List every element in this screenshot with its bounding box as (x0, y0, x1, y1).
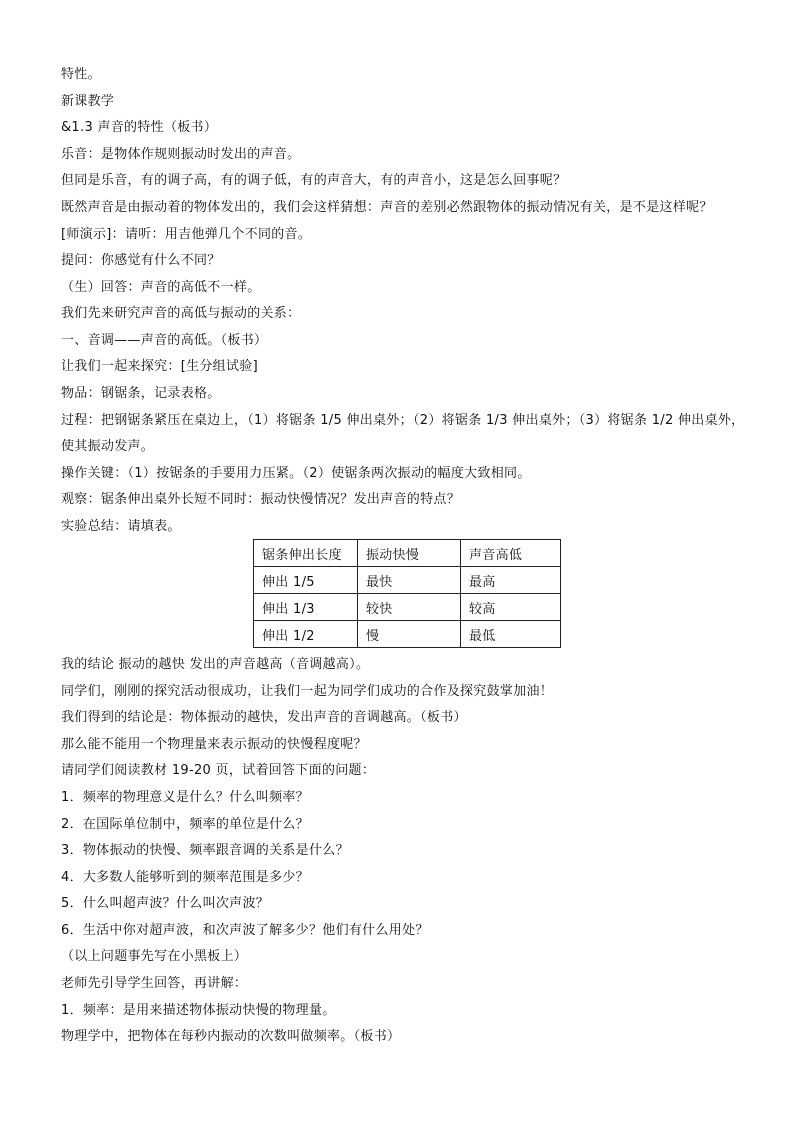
text-line: 同学们，刚刚的探究活动很成功，让我们一起为同学们成功的合作及探究鼓掌加油！ (61, 684, 554, 699)
table-cell: 慢 (358, 621, 461, 648)
text-line: 那么能不能用一个物理量来表示振动的快慢程度呢？ (61, 737, 367, 752)
text-line: 乐音：是物体作规则振动时发出的声音。 (61, 147, 301, 162)
text-line: 实验总结：请填表。 (61, 519, 181, 534)
table-cell: 伸出 1/5 (254, 567, 358, 594)
table-header-cell: 振动快慢 (358, 540, 461, 567)
text-line: 1．频率：是用来描述物体振动快慢的物理量。 (61, 1003, 336, 1018)
text-line: 操作关键：（1）按锯条的手要用力压紧。（2）使锯条两次振动的幅度大致相同。 (61, 466, 531, 481)
text-line: 过程：把钢锯条紧压在桌边上，（1）将锯条 1/5 伸出桌外；（2）将锯条 1/3 伸出桌外；（3）将锯条 1/2 伸出桌外， (61, 413, 745, 428)
text-line: [师演示]：请听：用吉他弹几个不同的音。 (61, 227, 312, 242)
table-cell: 伸出 1/2 (254, 621, 358, 648)
table-row (254, 621, 561, 648)
text-line: 我们得到的结论是：物体振动的越快，发出声音的音调越高。（板书） (61, 710, 467, 725)
text-line: 我们先来研究声音的高低与振动的关系： (61, 306, 301, 321)
table-cell: 伸出 1/3 (254, 594, 358, 621)
text-line: （以上问题事先写在小黑板上） (61, 949, 248, 964)
question-item: 5．什么叫超声波？什么叫次声波？ (61, 896, 270, 911)
question-item: 4．大多数人能够听到的频率范围是多少？ (61, 870, 309, 885)
text-line: 使其振动发声。 (61, 439, 155, 454)
table-header-row (254, 540, 561, 567)
table-header-cell: 锯条伸出长度 (254, 540, 358, 567)
table-cell: 最快 (358, 567, 461, 594)
text-line: 请同学们阅读教材 19-20 页，试着回答下面的问题： (61, 763, 376, 778)
table-cell: 最低 (461, 621, 561, 648)
text-line: 老师先引导学生回答，再讲解： (61, 976, 248, 991)
table-cell: 较快 (358, 594, 461, 621)
question-item: 3．物体振动的快慢、频率跟音调的关系是什么？ (61, 843, 349, 858)
text-line: 但同是乐音，有的调子高，有的调子低，有的声音大，有的声音小，这是怎么回事呢？ (61, 173, 567, 188)
table-row (254, 594, 561, 621)
section-heading: 新课教学 (61, 94, 115, 109)
results-table (253, 539, 561, 648)
text-line: 我的结论 振动的越快 发出的声音越高（音调越高）。 (61, 657, 370, 672)
table-header-cell: 声音高低 (461, 540, 561, 567)
text-line: 观察：锯条伸出桌外长短不同时：振动快慢情况？发出声音的特点？ (61, 492, 461, 507)
text-line: 让我们一起来探究：[生分组试验] (61, 359, 258, 374)
text-line: （生）回答：声音的高低不一样。 (61, 280, 261, 295)
question-item: 2．在国际单位制中，频率的单位是什么？ (61, 817, 309, 832)
text-line: 特性。 (61, 67, 101, 82)
table-cell: 较高 (461, 594, 561, 621)
question-item: 6．生活中你对超声波，和次声波了解多少？他们有什么用处？ (61, 923, 429, 938)
text-line: 提问：你感觉有什么不同？ (61, 253, 221, 268)
section-heading: &1.3 声音的特性（板书） (61, 120, 218, 135)
text-line: 既然声音是由振动着的物体发出的，我们会这样猜想：声音的差别必然跟物体的振动情况有关，是不是这样呢？ (61, 200, 713, 215)
text-line: 物品：钢锯条，记录表格。 (61, 386, 221, 401)
table-cell: 最高 (461, 567, 561, 594)
table-row (254, 567, 561, 594)
question-item: 1．频率的物理意义是什么？什么叫频率？ (61, 790, 309, 805)
text-line: 物理学中，把物体在每秒内振动的次数叫做频率。（板书） (61, 1029, 401, 1044)
section-heading: 一、音调——声音的高低。（板书） (61, 333, 268, 348)
